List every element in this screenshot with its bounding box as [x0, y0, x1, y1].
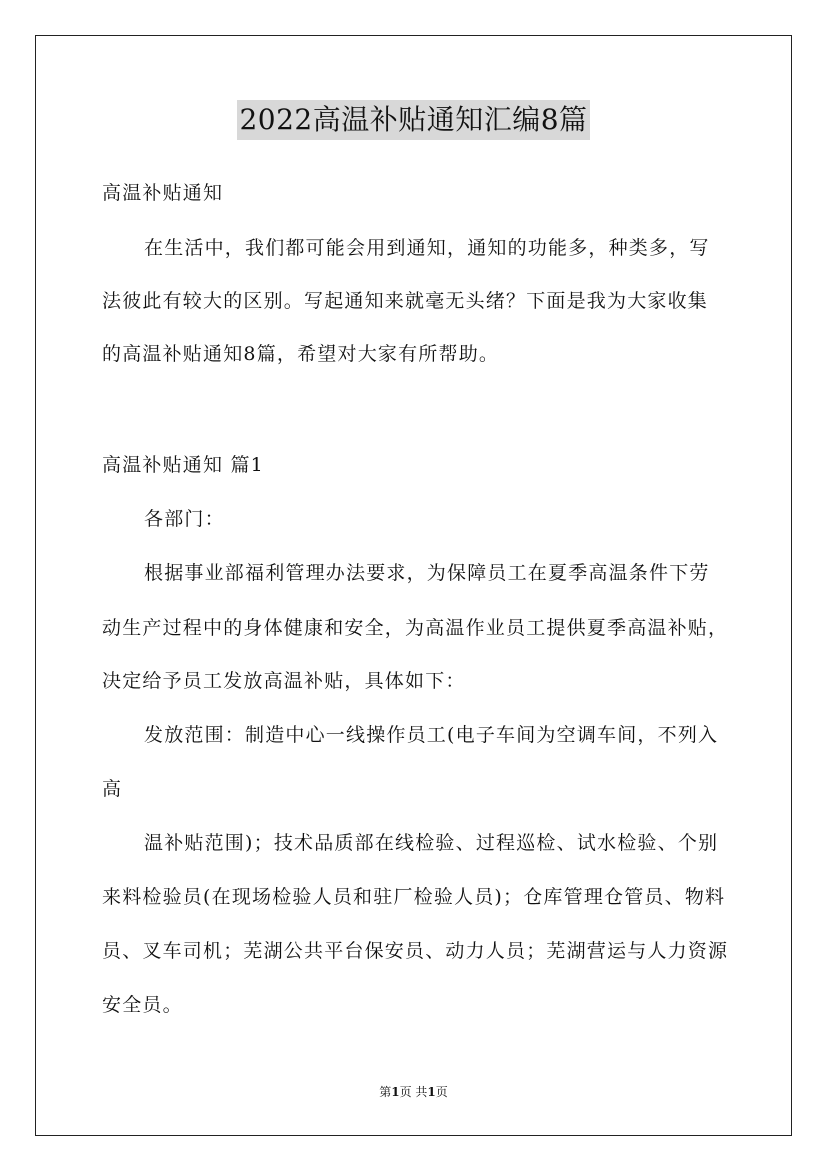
paragraph-line: 在生活中，我们都可能会用到通知，通知的功能多，种类多，写: [144, 237, 710, 259]
paragraph-line: 各部门：: [144, 508, 225, 530]
paragraph-line: 员、叉车司机；芜湖公共平台保安员、动力人员；芜湖营运与人力资源: [102, 940, 729, 962]
section-heading: 高温补贴通知 篇1: [102, 454, 264, 476]
page-footer: [0, 1084, 827, 1100]
paragraph-line: 动生产过程中的身体健康和安全，为高温作业员工提供夏季高温补贴，: [102, 617, 729, 639]
paragraph-line: 温补贴范围)；技术品质部在线检验、过程巡检、试水检验、个别: [144, 832, 719, 854]
footer-page-total: 1: [427, 1085, 436, 1099]
footer-page-mid: 页 共: [399, 1085, 428, 1099]
paragraph-line: 法彼此有较大的区别。写起通知来就毫无头绪？下面是我为大家收集: [102, 290, 709, 312]
footer-page-suffix: 页: [435, 1085, 448, 1099]
title-container: [0, 100, 827, 140]
paragraph-line: 决定给予员工发放高温补贴，具体如下：: [102, 670, 466, 692]
paragraph-line: 来料检验员(在现场检验人员和驻厂检验人员)；仓库管理仓管员、物料: [102, 886, 726, 908]
footer-page-prefix: 第: [379, 1085, 392, 1099]
section-heading: 高温补贴通知: [102, 182, 224, 204]
paragraph-line: 高: [102, 778, 123, 800]
footer-page-number: 1: [391, 1085, 400, 1099]
paragraph-line: 的高温补贴通知8篇，希望对大家有所帮助。: [102, 343, 500, 365]
paragraph-line: 安全员。: [102, 994, 183, 1016]
paragraph-line: 发放范围：制造中心一线操作员工(电子车间为空调车间，不列入: [144, 724, 719, 746]
paragraph-line: 根据事业部福利管理办法要求，为保障员工在夏季高温条件下劳: [144, 562, 710, 584]
document-title: 2022高温补贴通知汇编8篇: [237, 100, 589, 140]
